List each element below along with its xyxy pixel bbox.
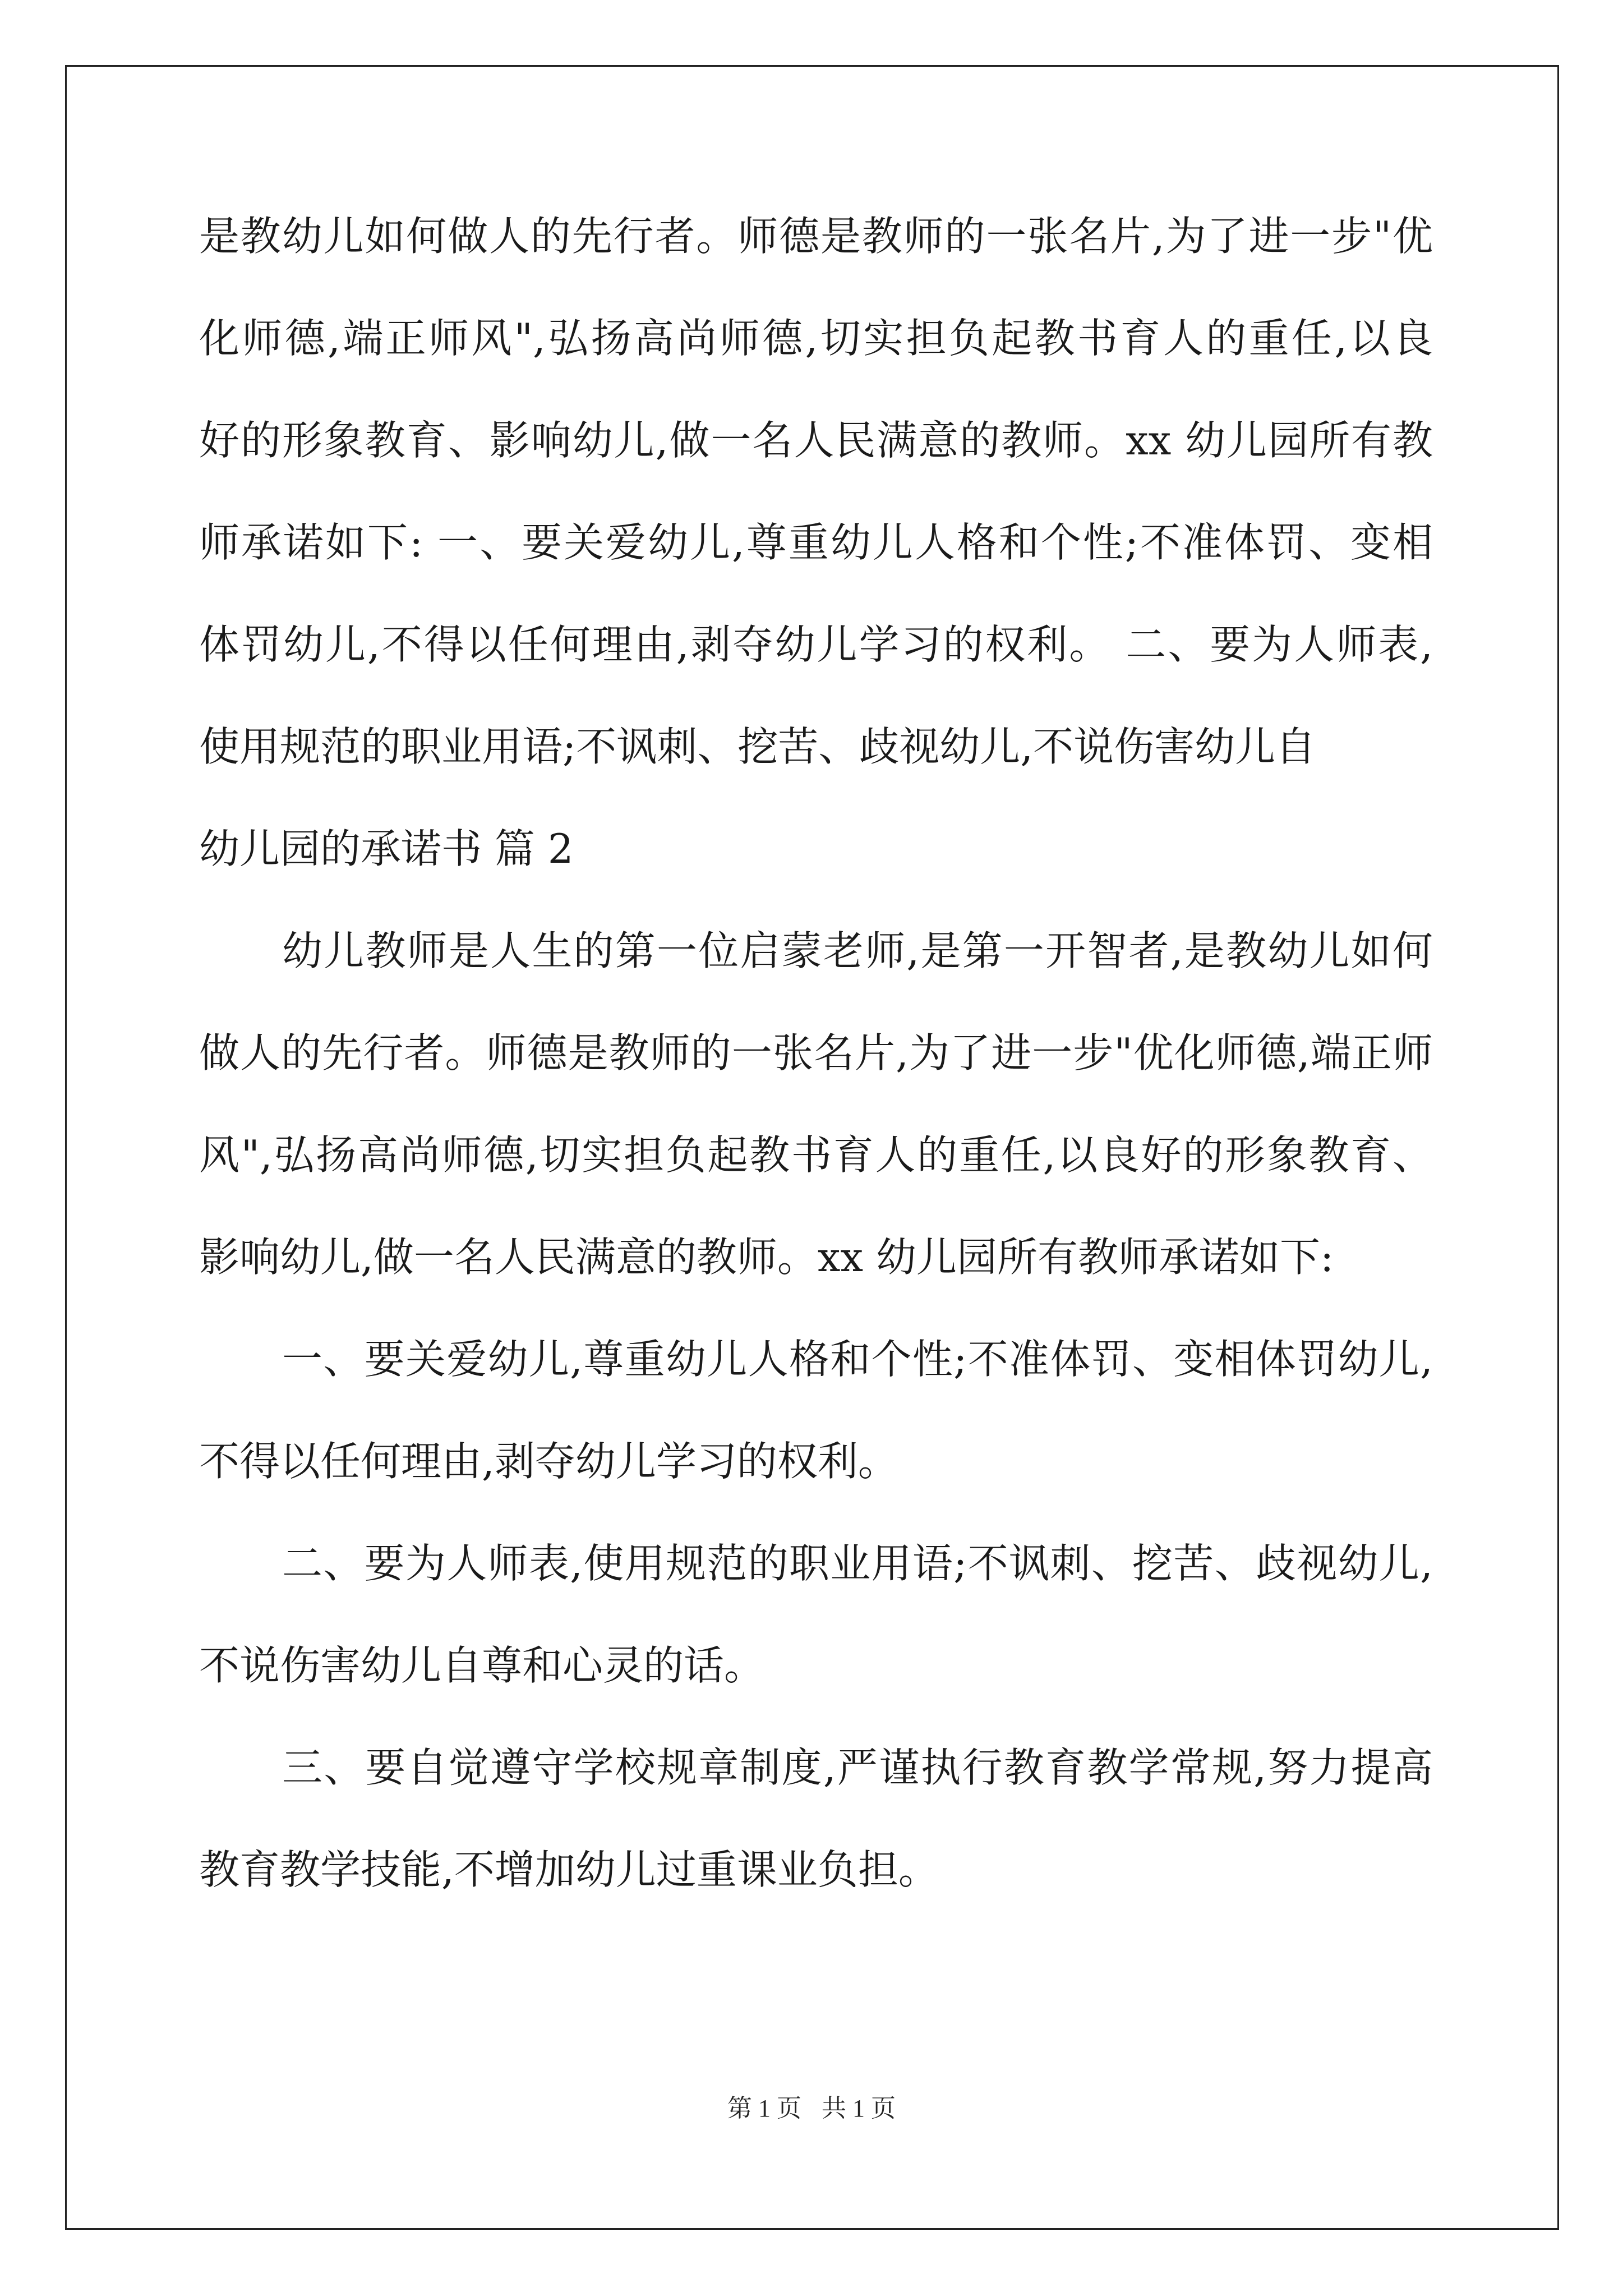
- text-line: 影响幼儿,做一名人民满意的教师。xx 幼儿园所有教师承诺如下:: [199, 1234, 1334, 1281]
- text-line: 做人的先行者。师德是教师的一张名片,为了进一步"优化师德,端正师: [199, 1029, 1433, 1076]
- text-line: 三、要自觉遵守学校规章制度,严谨执行教育教学常规,努力提高: [282, 1744, 1433, 1791]
- text-line: 化师德,端正师风",弘扬高尚师德,切实担负起教书育人的重任,以良: [199, 315, 1433, 362]
- section-heading: 幼儿园的承诺书 篇 2: [199, 825, 574, 872]
- text-line: 不说伤害幼儿自尊和心灵的话。: [199, 1642, 765, 1689]
- text-line: 一、要关爱幼儿,尊重幼儿人格和个性;不准体罚、变相体罚幼儿,: [282, 1336, 1433, 1383]
- page-number: 第 1 页: [727, 2095, 801, 2122]
- page-footer: [0, 2088, 1623, 2124]
- text-line: 二、要为人师表,使用规范的职业用语;不讽刺、挖苦、歧视幼儿,: [282, 1540, 1433, 1587]
- text-line: 教育教学技能,不增加幼儿过重课业负担。: [199, 1846, 939, 1893]
- page-total: 共 1 页: [822, 2095, 896, 2122]
- text-line: 是教幼儿如何做人的先行者。师德是教师的一张名片,为了进一步"优: [199, 213, 1433, 260]
- document-body: [199, 208, 1433, 1943]
- text-line: 体罚幼儿,不得以任何理由,剥夺幼儿学习的权利。 二、要为人师表,: [199, 621, 1433, 668]
- text-line: 使用规范的职业用语;不讽刺、挖苦、歧视幼儿,不说伤害幼儿自: [199, 723, 1316, 770]
- text-line: 风",弘扬高尚师德,切实担负起教书育人的重任,以良好的形象教育、: [199, 1131, 1433, 1179]
- text-line: 师承诺如下: 一、要关爱幼儿,尊重幼儿人格和个性;不准体罚、变相: [199, 519, 1433, 566]
- text-line: 不得以任何理由,剥夺幼儿学习的权利。: [199, 1438, 898, 1485]
- text-line: 好的形象教育、影响幼儿,做一名人民满意的教师。xx 幼儿园所有教: [199, 417, 1433, 464]
- text-line: 幼儿教师是人生的第一位启蒙老师,是第一开智者,是教幼儿如何: [282, 927, 1433, 974]
